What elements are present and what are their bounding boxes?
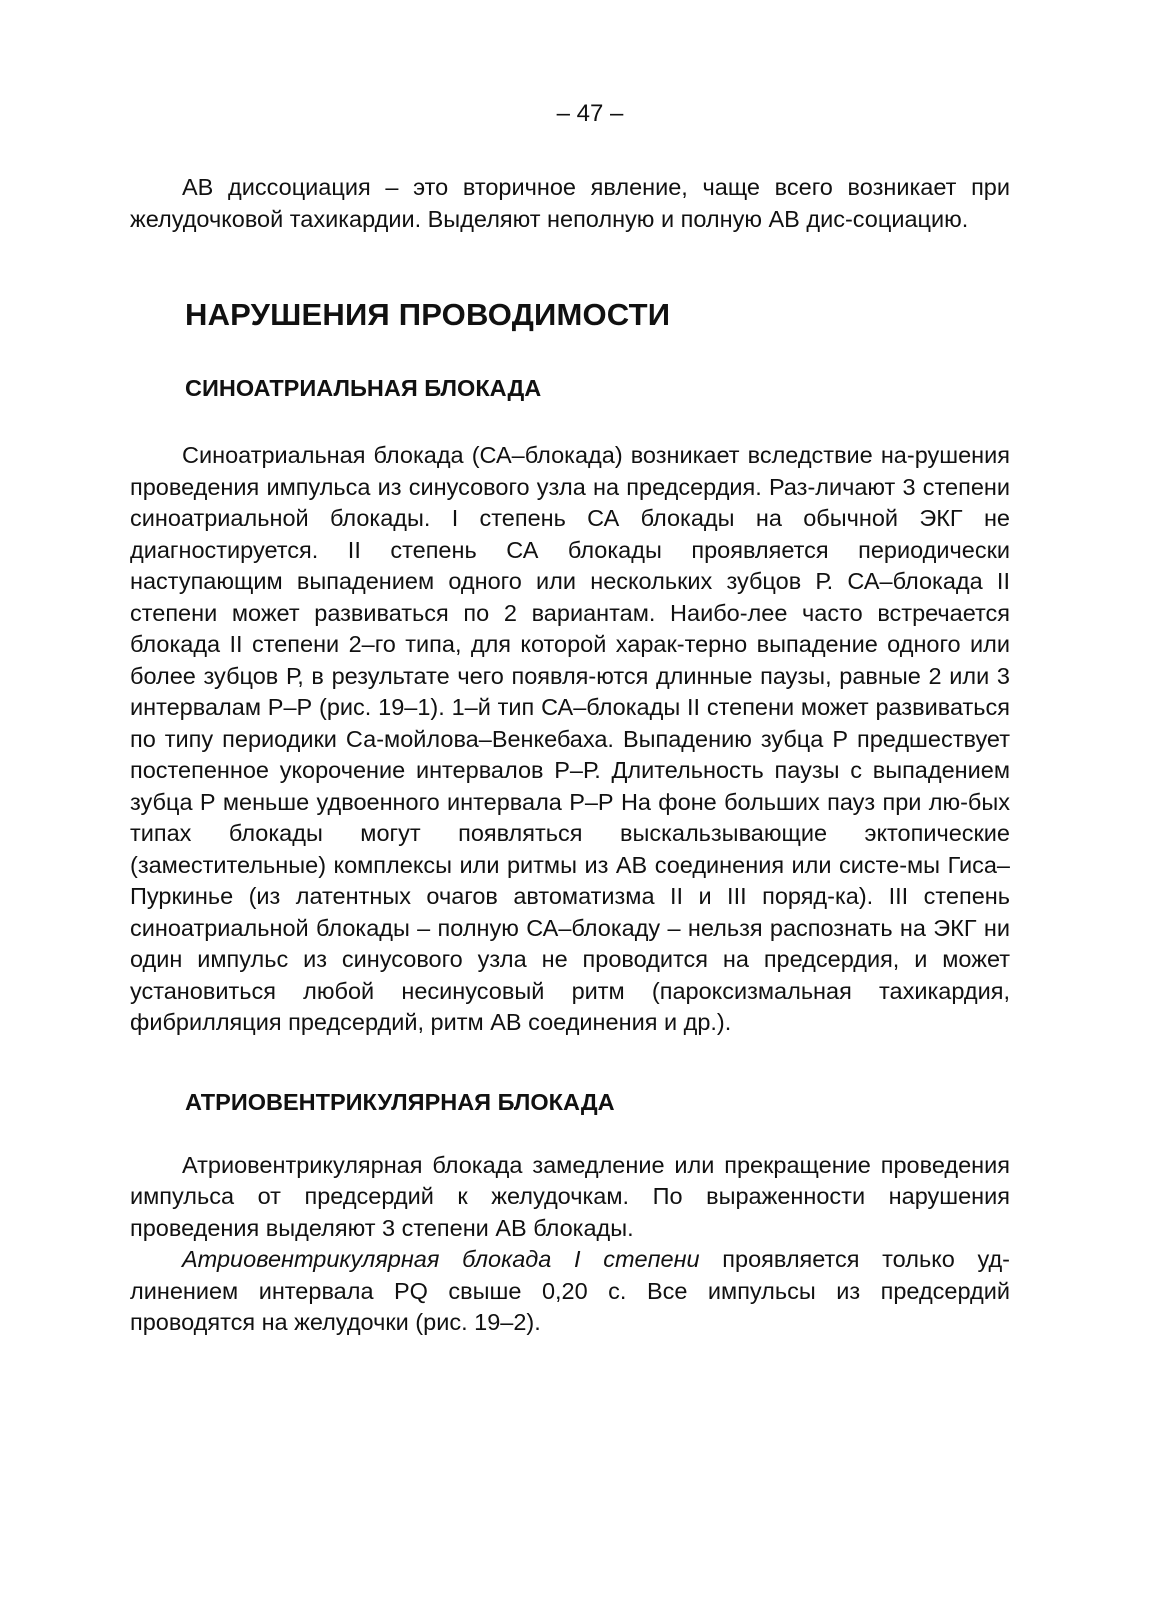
sa-block-paragraph: Синоатриальная блокада (СА–блокада) возникает вследствие на-рушения проведения импульса из синусового узла на предсердия. Раз-личают 3 степени синоатриальной блокады. I степень СА блокады на обычной ЭКГ не диагностируется. II степень СА блокады проявляется периодически наступающим выпадением одного или нескольких зубцов Р. СА–блокада II степени может развиваться по 2 вариантам. Наибо-лее часто встречается блокада II степени 2–го типа, для которой харак-терно выпадение одного или более зубцов Р, в результате чего появля-ются длинные паузы, равные 2 или 3 интервалам Р–Р (рис. 19–1). 1–й тип СА–блокады II степени может развиваться по типу периодики Са-мойлова–Венкебаха. Выпадению зубца Р предшествует постепенное укорочение интервалов Р–Р. Длительность паузы с выпадением зубца Р меньше удвоенного интервала Р–Р На фоне больших пауз при лю-бых типах блокады могут появляться выскальзывающие эктопические (заместительные) комплексы или ритмы из АВ соединения или систе-мы Гиса–Пуркинье (из латентных очагов автоматизма II и III поряд-ка). III степень синоатриальной блокады – полную СА–блокаду – нельзя распознать на ЭКГ ни один импульс из синусового узла не проводится на предсердия, и может установиться любой несинусовый ритм (пароксизмальная тахикардия, фибрилляция предсердий, ритм АВ соединения и др.).	[130, 442, 1010, 1035]
av-block-paragraph-2-text: проявляется только уд-линением интервала PQ свыше 0,20 с. Все импульсы из предсердий проводятся на желудочки (рис. 19–2).	[130, 1246, 1010, 1335]
av-block-paragraph-2	[130, 1244, 1010, 1339]
sa-block-heading: СИНОАТРИАЛЬНАЯ БЛОКАДА	[185, 375, 542, 401]
section-title: НАРУШЕНИЯ ПРОВОДИМОСТИ	[185, 297, 671, 332]
page-number: – 47 –	[556, 100, 624, 127]
document-page	[130, 100, 1010, 1339]
av-block-first-degree-term: Атриовентрикулярная блокада I степени	[182, 1246, 700, 1272]
av-block-heading: АТРИОВЕНТРИКУЛЯРНАЯ БЛОКАДА	[185, 1088, 615, 1115]
av-block-paragraph-1: Атриовентрикулярная блокада замедление или прекращение проведения импульса от предсердий к желудочкам. По выраженности нарушения проведения выделяют 3 степени АВ блокады.	[130, 1151, 1010, 1241]
intro-paragraph: АВ диссоциация – это вторичное явление, чаще всего возникает при желудочковой тахикардии. Выделяют неполную и полную АВ дис-социацию.	[130, 174, 1010, 232]
